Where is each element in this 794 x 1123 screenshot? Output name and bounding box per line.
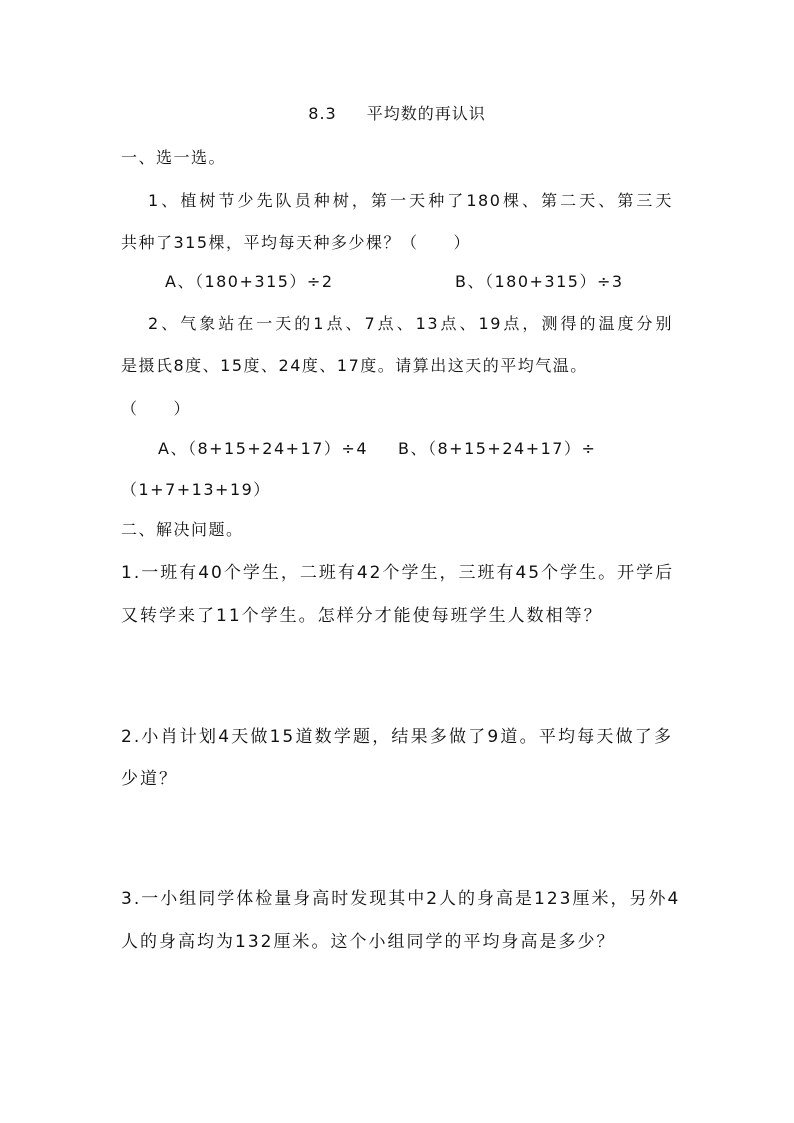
- problem3-line2: 人的身高均为132厘米。这个小组同学的平均身高是多少？: [121, 932, 616, 952]
- section2-heading: 二、解决问题。: [121, 520, 244, 539]
- title-text: 平均数的再认识: [366, 104, 486, 123]
- q2-option-b: B、（8+15+24+17）÷: [398, 439, 597, 458]
- q1-option-b: B、（180+315）÷3: [455, 272, 624, 291]
- q1-line1: 1、植树节少先队员种树，第一天种了180棵、第二天、第三天: [148, 191, 673, 210]
- q1-line2: 共种了315棵，平均每天种多少棵？（ ）: [121, 233, 472, 252]
- problem1-line1: 1.一班有40个学生，二班有42个学生，三班有45个学生。开学后: [121, 563, 675, 583]
- q2-option-a: A、（8+15+24+17）÷4: [158, 439, 369, 458]
- problem2-line2: 少道？: [121, 769, 178, 789]
- section1-heading: 一、选一选。: [121, 148, 227, 167]
- problem1-line2: 又转学来了11个学生。怎样分才能使每班学生人数相等？: [121, 606, 603, 626]
- q2-option-b-cont: （1+7+13+19）: [121, 480, 271, 499]
- page-title: [0, 103, 794, 125]
- q1-option-a: A、（180+315）÷2: [165, 272, 334, 291]
- problem2-line1: 2.小肖计划4天做15道数学题，结果多做了9道。平均每天做了多: [121, 727, 673, 747]
- problem3-line1: 3.一小组同学体检量身高时发现其中2人的身高是123厘米，另外4: [121, 889, 681, 909]
- q2-line3: （ ）: [121, 399, 192, 418]
- q2-line2: 是摄氏8度、15度、24度、17度。请算出这天的平均气温。: [121, 356, 588, 375]
- q2-line1: 2、气象站在一天的1点、7点、13点、19点，测得的温度分别: [148, 314, 673, 333]
- title-number: 8.3: [308, 104, 337, 123]
